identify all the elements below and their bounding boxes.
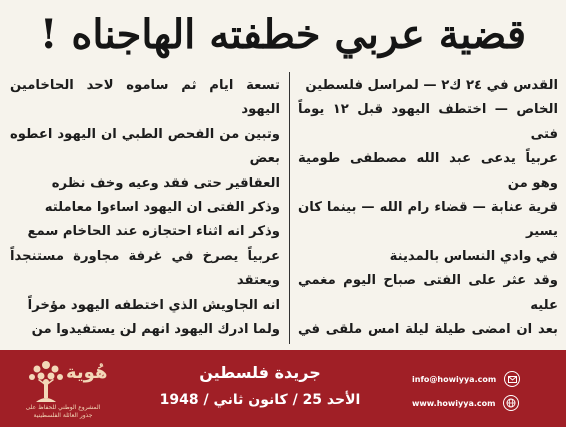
article-line: عربياً يصرخ في غرفة مجاورة مستنجداً ويعتقد bbox=[10, 248, 280, 289]
logo-tagline-line-2: جذور العائلة الفلسطينية bbox=[33, 412, 93, 419]
tree-logo-icon bbox=[26, 356, 66, 404]
article-line: القدس في ٢٤ ك٢ — لمراسل فلسطين bbox=[305, 78, 558, 93]
article-line: وذكر انه اثناء احتجازه عند الحاخام سمع bbox=[27, 224, 280, 240]
contact-website[interactable] bbox=[412, 393, 519, 413]
article-line: انه الجاويش الذي اختطفه اليهود مؤخراً bbox=[27, 297, 280, 313]
logo-tagline-line-1: المشروع الوطني للحفاظ على bbox=[25, 404, 101, 411]
article-line: وتبين من الفحص الطبي ان اليهود اعطوه بعض bbox=[10, 126, 280, 167]
article-line: العقاقير حتى فقد وعيه وخف نظره bbox=[51, 175, 280, 191]
email-address[interactable]: info@howiyya.com bbox=[412, 374, 497, 384]
article-line: الخاص — اختطف اليهود قبل ١٢ يوماً فتى bbox=[298, 102, 558, 142]
email-icon bbox=[504, 371, 520, 387]
article-column-left bbox=[10, 74, 280, 344]
website-url[interactable]: www.howiyya.com bbox=[412, 398, 496, 408]
article-line: وذكر الفتى ان اليهود اساءوا معاملته bbox=[44, 200, 280, 216]
contact-email[interactable] bbox=[412, 369, 520, 389]
article-column-right bbox=[298, 74, 558, 344]
article-line: تسعة ايام ثم ساموه لاحد الحاخامين اليهود bbox=[10, 78, 280, 118]
publication-date: الأحد 25 / كانون ثاني / 1948 bbox=[159, 392, 361, 408]
article-line: عربياً يدعى عبد الله مصطفى طومية وهو من bbox=[298, 151, 558, 191]
column-divider bbox=[289, 72, 290, 344]
article-line: ولما ادرك اليهود انهم لن يستفيدوا من bbox=[31, 322, 280, 338]
article-headline: قضية عربي خطفته الهاجناه ! bbox=[39, 10, 527, 58]
logo-name: هُوية bbox=[66, 362, 108, 383]
article-line: قرية عنابة — قضاء رام الله — بينما كان يسير bbox=[298, 200, 558, 240]
article-line: بعد ان امضى طيلة ليلة امس ملقى في bbox=[298, 322, 558, 338]
logo-tagline bbox=[8, 404, 118, 420]
web-icon bbox=[503, 395, 519, 411]
source-newspaper-name: جريدة فلسطين bbox=[199, 363, 321, 382]
article-line: وقد عثر على الفتى صباح اليوم مغمي عليه bbox=[298, 273, 558, 313]
howiyya-logo[interactable] bbox=[8, 354, 118, 424]
footer-banner bbox=[0, 350, 566, 427]
article-line bbox=[10, 342, 280, 344]
article-line: في وادي النساس بالمدينة bbox=[389, 248, 558, 264]
